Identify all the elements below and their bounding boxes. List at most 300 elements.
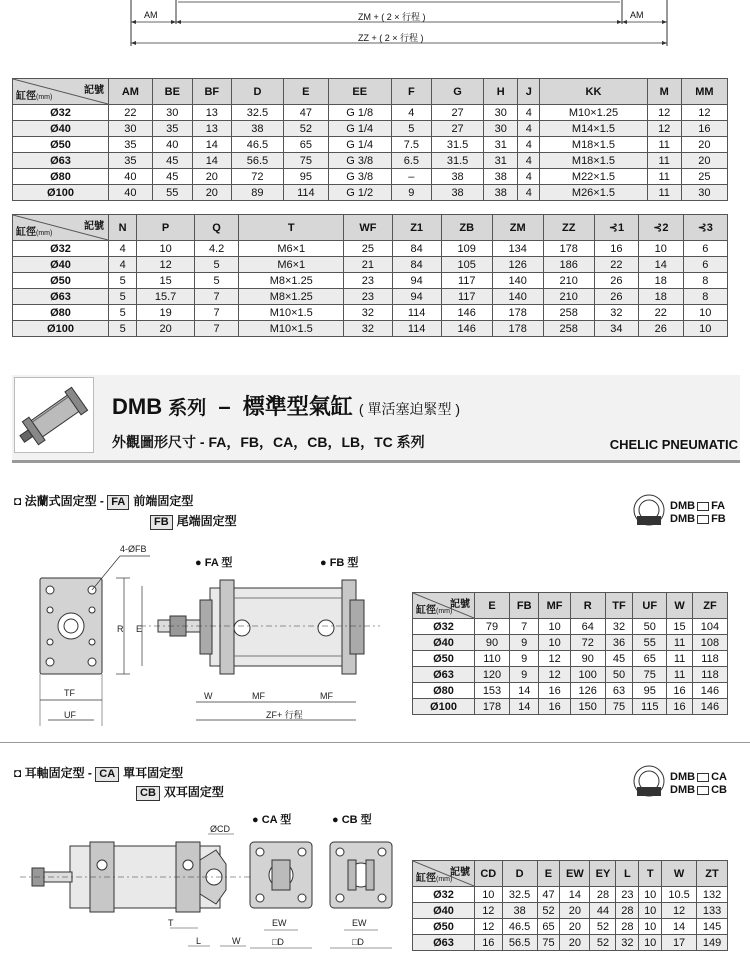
- bore-size-cell: Ø40: [13, 121, 109, 137]
- value-cell: 45: [152, 153, 192, 169]
- value-cell: 50: [605, 667, 633, 683]
- value-cell: 118: [692, 667, 727, 683]
- value-cell: 120: [475, 667, 510, 683]
- fb-type-label: ● FB 型: [320, 557, 359, 569]
- value-cell: 14: [192, 153, 231, 169]
- table-row: [413, 619, 728, 635]
- banner-paren: ( 單活塞迫緊型 ): [358, 401, 460, 417]
- value-cell: 114: [392, 305, 441, 321]
- dim-d-cb: □D: [352, 937, 364, 947]
- value-cell: 104: [692, 619, 727, 635]
- bore-size-cell: Ø100: [13, 185, 109, 201]
- value-cell: 146: [441, 321, 492, 337]
- column-header-text: MF: [546, 599, 563, 612]
- value-cell: 32.5: [502, 887, 537, 903]
- value-cell: 22: [594, 257, 638, 273]
- value-cell: 30: [681, 185, 727, 201]
- value-cell: 4: [518, 121, 540, 137]
- bore-size-cell: Ø32: [413, 619, 475, 635]
- value-cell: 38: [431, 185, 483, 201]
- column-header-text: E: [544, 867, 553, 880]
- table-row: [13, 305, 728, 321]
- value-cell: 13: [192, 105, 231, 121]
- fa-desc: 前端固定型: [133, 494, 194, 508]
- value-cell: 32: [344, 305, 392, 321]
- value-cell: 20: [560, 903, 590, 919]
- column-header-text: WF: [359, 221, 377, 234]
- tag-fb: FB: [150, 515, 173, 530]
- column-header: [616, 861, 639, 887]
- column-header-text: Z1: [410, 221, 424, 234]
- value-cell: 4: [518, 185, 540, 201]
- value-cell: 20: [192, 169, 231, 185]
- dim-zm: ZM + ( 2 × 行程 ): [358, 12, 426, 22]
- clevis-title: 耳軸固定型 -: [24, 766, 92, 780]
- value-cell: 110: [475, 651, 510, 667]
- line2-prefix: 外觀圖形尺寸 -: [112, 434, 209, 450]
- value-cell: 117: [441, 273, 492, 289]
- column-header-text: H: [496, 85, 505, 98]
- table-row: [13, 257, 728, 273]
- bullet-icon: ◘: [14, 766, 22, 780]
- banner-title: 標準型氣缸: [242, 394, 353, 419]
- value-cell: 52: [284, 121, 329, 137]
- value-cell: 28: [590, 887, 616, 903]
- value-cell: 10: [639, 887, 662, 903]
- bore-size-cell: Ø40: [413, 635, 475, 651]
- column-header: [492, 215, 543, 241]
- value-cell: 115: [633, 699, 667, 715]
- value-cell: 30: [484, 105, 518, 121]
- value-cell: 126: [492, 257, 543, 273]
- column-header-text: P: [161, 221, 170, 234]
- value-cell: 32: [605, 619, 633, 635]
- value-cell: 10: [639, 919, 662, 935]
- cb-type-label: ● CB 型: [332, 814, 372, 826]
- clevis-dimension-table: [412, 860, 728, 951]
- column-header: [431, 79, 483, 105]
- value-cell: M10×1.5: [239, 305, 344, 321]
- value-cell: 9: [509, 651, 538, 667]
- value-cell: 30: [152, 105, 192, 121]
- value-cell: 13: [192, 121, 231, 137]
- column-header: [681, 79, 727, 105]
- value-cell: 25: [681, 169, 727, 185]
- value-cell: 72: [231, 169, 283, 185]
- value-cell: 140: [492, 273, 543, 289]
- column-header: [502, 861, 537, 887]
- table-row: [413, 667, 728, 683]
- value-cell: 26: [594, 273, 638, 289]
- table-row: [413, 887, 728, 903]
- value-cell: 210: [543, 273, 594, 289]
- value-cell: 7: [509, 619, 538, 635]
- table-row: [413, 635, 728, 651]
- column-header-text: CD: [480, 867, 497, 880]
- value-cell: 10: [683, 321, 728, 337]
- bore-size-cell: Ø80: [13, 305, 109, 321]
- dim-e: E: [136, 624, 143, 634]
- value-cell: M8×1.25: [239, 289, 344, 305]
- value-cell: 27: [431, 105, 483, 121]
- bore-size-cell: Ø100: [13, 321, 109, 337]
- corner-mark-label: 記號: [450, 599, 470, 610]
- column-header-text: EE: [352, 85, 368, 98]
- value-cell: M10×1.25: [540, 105, 647, 121]
- bullet-icon: ◘: [14, 494, 22, 508]
- column-header: [590, 861, 616, 887]
- code1: DMB: [670, 771, 696, 783]
- code1: DMB: [670, 500, 696, 512]
- clevis-drawing: [20, 820, 410, 956]
- value-cell: 9: [391, 185, 431, 201]
- fa-type-label: ● FA 型: [195, 557, 233, 569]
- value-cell: 52: [590, 919, 616, 935]
- code2-suffix: FB: [711, 513, 726, 525]
- value-cell: 118: [692, 651, 727, 667]
- value-cell: 46.5: [231, 137, 283, 153]
- column-header-text: T: [287, 221, 295, 234]
- dim-am-left: AM: [144, 10, 158, 20]
- value-cell: 63: [605, 683, 633, 699]
- column-header: [328, 79, 391, 105]
- header-corner: [13, 79, 109, 105]
- value-cell: 35: [152, 121, 192, 137]
- cylinder-round-icon: [632, 763, 666, 799]
- value-cell: 6: [683, 257, 728, 273]
- value-cell: 90: [475, 635, 510, 651]
- value-cell: 46.5: [502, 919, 537, 935]
- value-cell: 12: [647, 105, 681, 121]
- value-cell: 65: [633, 651, 667, 667]
- corner-unit: (mm): [436, 876, 453, 883]
- value-cell: 15: [137, 273, 195, 289]
- code2: DMB: [670, 513, 696, 525]
- value-cell: 6: [683, 241, 728, 257]
- code2: DMB: [670, 784, 696, 796]
- value-cell: 11: [667, 667, 693, 683]
- column-header-text: AM: [121, 85, 139, 98]
- column-header-text: D: [253, 85, 262, 98]
- value-cell: 12: [662, 903, 697, 919]
- column-header: [697, 861, 728, 887]
- column-header: [570, 593, 605, 619]
- value-cell: 27: [431, 121, 483, 137]
- value-cell: 30: [484, 121, 518, 137]
- value-cell: 16: [594, 241, 638, 257]
- column-header: [560, 861, 590, 887]
- line2-models: FA，FB，CA，CB，LB，TC: [208, 434, 393, 450]
- value-cell: 4.2: [194, 241, 238, 257]
- value-cell: G 1/4: [328, 137, 391, 153]
- value-cell: M6×1: [239, 257, 344, 273]
- value-cell: 178: [492, 305, 543, 321]
- column-header-text: Q: [212, 221, 221, 234]
- value-cell: 75: [284, 153, 329, 169]
- column-header: [540, 79, 647, 105]
- dim-w-clevis: W: [232, 936, 241, 946]
- column-header-text: ZM: [509, 221, 526, 234]
- value-cell: 20: [681, 153, 727, 169]
- dim-tf: TF: [64, 688, 75, 698]
- corner-bore-label: 缸徑: [416, 873, 436, 884]
- column-header: [484, 79, 518, 105]
- column-header: [647, 79, 681, 105]
- bore-size-cell: Ø50: [413, 651, 475, 667]
- column-header: [392, 215, 441, 241]
- value-cell: 10: [683, 305, 728, 321]
- value-cell: 56.5: [231, 153, 283, 169]
- value-cell: 258: [543, 305, 594, 321]
- cylinder-round-icon: [632, 492, 666, 528]
- column-header-text: 2: [662, 222, 669, 234]
- value-cell: M8×1.25: [239, 273, 344, 289]
- column-header: [509, 593, 538, 619]
- dimension-table-1: [12, 78, 728, 201]
- value-cell: 10.5: [662, 887, 697, 903]
- table-row: [13, 289, 728, 305]
- clevis-heading-2: [136, 783, 224, 801]
- value-cell: 117: [441, 289, 492, 305]
- value-cell: 75: [633, 667, 667, 683]
- bore-size-cell: Ø40: [13, 257, 109, 273]
- value-cell: 64: [570, 619, 605, 635]
- cylinder-icon: [15, 378, 95, 454]
- brand-name: CHELIC PNEUMATIC: [609, 437, 738, 452]
- value-cell: 12: [475, 919, 503, 935]
- column-header-text: TF: [612, 599, 626, 612]
- value-cell: 95: [284, 169, 329, 185]
- value-cell: 16: [681, 121, 727, 137]
- value-cell: 84: [392, 257, 441, 273]
- header-corner: [413, 861, 475, 887]
- corner-mark-label: 記號: [450, 867, 470, 878]
- value-cell: 72: [570, 635, 605, 651]
- value-cell: 12: [475, 903, 503, 919]
- value-cell: 5: [109, 273, 137, 289]
- bore-size-cell: Ø63: [413, 667, 475, 683]
- column-header: [344, 215, 392, 241]
- value-cell: 38: [484, 169, 518, 185]
- dim-w: W: [204, 691, 213, 701]
- flange-heading: [14, 492, 193, 510]
- value-cell: 14: [509, 683, 538, 699]
- value-cell: 4: [518, 169, 540, 185]
- value-cell: 6.5: [391, 153, 431, 169]
- header-corner: [13, 215, 109, 241]
- column-header-text: E: [488, 599, 496, 612]
- column-header-text: BE: [164, 85, 180, 98]
- value-cell: 5: [109, 305, 137, 321]
- value-cell: 153: [475, 683, 510, 699]
- value-cell: 178: [492, 321, 543, 337]
- value-cell: 55: [633, 635, 667, 651]
- value-cell: 79: [475, 619, 510, 635]
- column-header: [543, 215, 594, 241]
- value-cell: 16: [667, 683, 693, 699]
- value-cell: 145: [697, 919, 728, 935]
- dim-zz: ZZ + ( 2 × 行程 ): [358, 33, 424, 43]
- corner-mark-label: 記號: [84, 85, 104, 96]
- bore-size-cell: Ø32: [13, 105, 109, 121]
- fb-desc: 尾端固定型: [176, 514, 237, 528]
- value-cell: 65: [284, 137, 329, 153]
- table-row: [13, 321, 728, 337]
- value-cell: 31.5: [431, 153, 483, 169]
- value-cell: 5: [391, 121, 431, 137]
- value-cell: 38: [431, 169, 483, 185]
- value-cell: 52: [537, 903, 560, 919]
- value-cell: 178: [543, 241, 594, 257]
- bore-size-cell: Ø100: [413, 699, 475, 715]
- dim-t: T: [168, 918, 174, 928]
- value-cell: 133: [697, 903, 728, 919]
- value-cell: 14: [192, 137, 231, 153]
- value-cell: 18: [639, 289, 683, 305]
- series-code: DMB: [112, 394, 163, 419]
- bore-size-cell: Ø50: [413, 919, 475, 935]
- value-cell: 11: [647, 153, 681, 169]
- value-cell: 14: [560, 887, 590, 903]
- wrench-icon: ⊰: [653, 222, 663, 234]
- ca-type-label: ● CA 型: [252, 814, 292, 826]
- value-cell: 4: [109, 257, 137, 273]
- column-header: [594, 215, 638, 241]
- bore-size-cell: Ø63: [13, 289, 109, 305]
- value-cell: G 1/4: [328, 121, 391, 137]
- column-header-text: MM: [695, 85, 714, 98]
- table-row: [13, 121, 728, 137]
- code1-suffix: CA: [711, 771, 727, 783]
- column-header: [194, 215, 238, 241]
- tag-ca: CA: [95, 767, 119, 782]
- value-cell: 31: [484, 137, 518, 153]
- value-cell: 40: [152, 137, 192, 153]
- section-divider: [0, 742, 750, 743]
- column-header-text: W: [674, 599, 685, 612]
- value-cell: 56.5: [502, 935, 537, 951]
- value-cell: 114: [284, 185, 329, 201]
- value-cell: 10: [639, 903, 662, 919]
- value-cell: 16: [475, 935, 503, 951]
- dim-mf2: MF: [320, 691, 333, 701]
- value-cell: 9: [509, 667, 538, 683]
- value-cell: 26: [594, 289, 638, 305]
- value-cell: 23: [344, 273, 392, 289]
- column-header-text: M: [659, 85, 669, 98]
- value-cell: 4: [518, 137, 540, 153]
- value-cell: 12: [539, 667, 570, 683]
- table-row: [413, 699, 728, 715]
- column-header-text: ZB: [459, 221, 475, 234]
- column-header: [683, 215, 728, 241]
- column-header: [639, 215, 683, 241]
- value-cell: 35: [109, 137, 153, 153]
- value-cell: 45: [152, 169, 192, 185]
- column-header-text: W: [673, 867, 685, 880]
- value-cell: 31.5: [431, 137, 483, 153]
- value-cell: 38: [502, 903, 537, 919]
- column-header-text: KK: [585, 85, 602, 98]
- bore-size-cell: Ø50: [13, 137, 109, 153]
- header-corner: [413, 593, 475, 619]
- dim-uf: UF: [64, 710, 76, 720]
- dim-ew-cb: EW: [352, 918, 367, 928]
- column-header: [667, 593, 693, 619]
- clevis-heading: [14, 764, 183, 782]
- column-header-text: BF: [204, 85, 220, 98]
- column-header: [539, 593, 570, 619]
- column-header: [152, 79, 192, 105]
- value-cell: 11: [647, 169, 681, 185]
- dim-zf: ZF+ 行程: [266, 710, 303, 720]
- value-cell: 109: [441, 241, 492, 257]
- tag-cb: CB: [136, 786, 160, 801]
- corner-bore-label: 缸徑: [16, 227, 36, 238]
- value-cell: 44: [590, 903, 616, 919]
- value-cell: 149: [697, 935, 728, 951]
- column-header: [441, 215, 492, 241]
- value-cell: 16: [539, 699, 570, 715]
- value-cell: 5: [194, 273, 238, 289]
- value-cell: 35: [109, 153, 153, 169]
- value-cell: 16: [667, 699, 693, 715]
- value-cell: 38: [484, 185, 518, 201]
- table-row: [13, 241, 728, 257]
- corner-unit: (mm): [36, 230, 53, 237]
- value-cell: 95: [633, 683, 667, 699]
- value-cell: 178: [475, 699, 510, 715]
- value-cell: G 3/8: [328, 169, 391, 185]
- flange-title: 法蘭式固定型 -: [24, 494, 104, 508]
- value-cell: 105: [441, 257, 492, 273]
- table-row: [13, 169, 728, 185]
- column-header-text: ZF: [703, 599, 717, 612]
- flange-drawing: [20, 540, 400, 730]
- value-cell: 45: [605, 651, 633, 667]
- bore-size-cell: Ø32: [413, 887, 475, 903]
- corner-unit: (mm): [436, 608, 453, 615]
- column-header-text: EW: [566, 867, 584, 880]
- column-header: [475, 593, 510, 619]
- value-cell: 20: [681, 137, 727, 153]
- value-cell: M10×1.5: [239, 321, 344, 337]
- value-cell: –: [391, 169, 431, 185]
- value-cell: 5: [109, 321, 137, 337]
- value-cell: 12: [681, 105, 727, 121]
- value-cell: M22×1.5: [540, 169, 647, 185]
- column-header: [137, 215, 195, 241]
- dim-r: R: [117, 624, 124, 634]
- value-cell: M18×1.5: [540, 137, 647, 153]
- flange-dimension-table: [412, 592, 728, 715]
- value-cell: 10: [639, 241, 683, 257]
- value-cell: 16: [539, 683, 570, 699]
- column-header-text: F: [407, 85, 415, 98]
- value-cell: 26: [639, 321, 683, 337]
- value-cell: 32: [616, 935, 639, 951]
- dmb-code-flange: [632, 492, 742, 530]
- value-cell: 25: [344, 241, 392, 257]
- dmb-code-clevis: [632, 763, 742, 801]
- column-header: [662, 861, 697, 887]
- dim-d-ca: □D: [272, 937, 284, 947]
- column-header: [109, 79, 153, 105]
- value-cell: 84: [392, 241, 441, 257]
- value-cell: M18×1.5: [540, 153, 647, 169]
- tag-fa: FA: [107, 495, 129, 510]
- value-cell: 114: [392, 321, 441, 337]
